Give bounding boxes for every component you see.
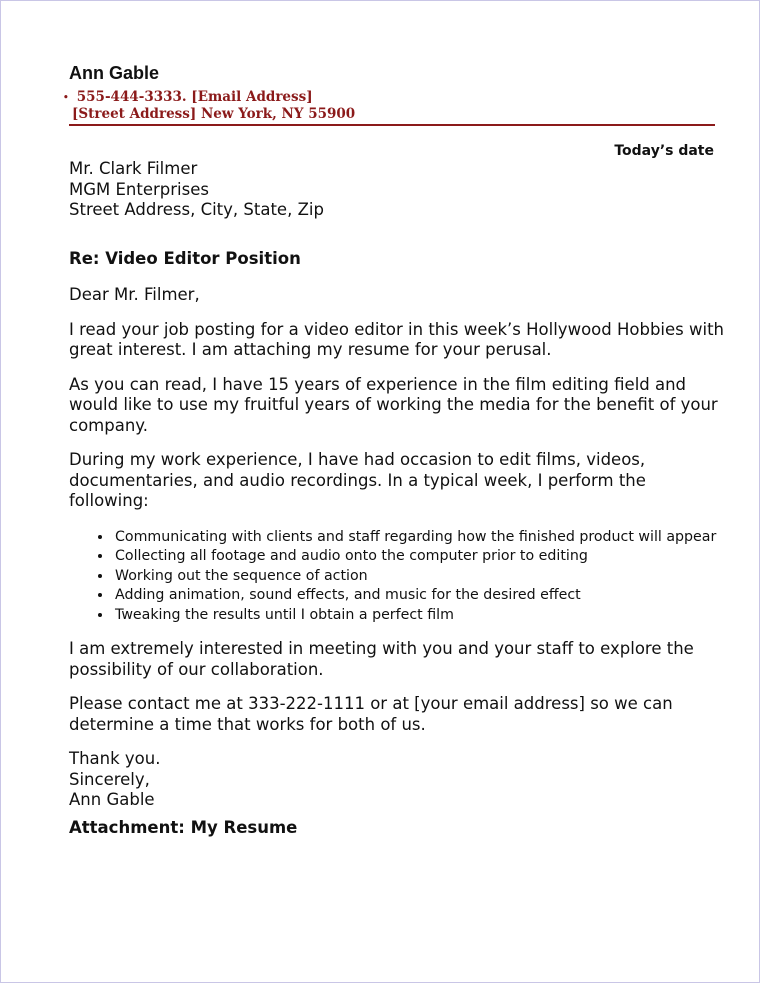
letter-date: Today’s date	[614, 143, 714, 159]
sender-street-address: [Street Address] New York, NY 55900	[72, 106, 356, 122]
list-item: • Working out the sequence of action	[113, 567, 729, 587]
salutation: Dear Mr. Filmer,	[69, 285, 200, 304]
body-paragraph: I am extremely interested in meeting with you and your staff to explore the possibility of our collaboration.	[69, 639, 694, 679]
body-paragraph: During my work experience, I have had occasion to edit films, videos, documentaries, and audio recordings. In a typical week, I perform the following:	[69, 450, 646, 510]
recipient-name: Mr. Clark Filmer	[69, 159, 198, 178]
subject-line: Re: Video Editor Position	[69, 248, 301, 268]
sender-name: Ann Gable	[69, 63, 160, 83]
body-paragraph: As you can read, I have 15 years of experience in the film editing field and would like to use my fruitful years of working the media for the benefit of your company.	[69, 374, 718, 435]
duties-list	[69, 528, 729, 626]
body-paragraph: I read your job posting for a video editor in this week’s Hollywood Hobbies with great interest. I am attaching my resume for your perusal.	[69, 319, 725, 359]
signoff-name: Ann Gable	[69, 790, 155, 809]
recipient-address: Street Address, City, State, Zip	[69, 200, 324, 219]
signoff-sincerely: Sincerely,	[69, 769, 150, 789]
list-item: • Tweaking the results until I obtain a perfect film	[113, 606, 729, 626]
list-item: • Collecting all footage and audio onto the computer prior to editing	[113, 547, 729, 567]
bullet-icon: •	[63, 92, 69, 103]
signoff-block	[69, 749, 729, 811]
body-paragraph: Please contact me at 333-222-1111 or at [your email address] so we can determine a time that works for both of us.	[69, 694, 673, 734]
attachment-line: Attachment: My Resume	[69, 817, 298, 837]
header-divider	[69, 124, 715, 126]
list-item: • Communicating with clients and staff regarding how the finished product will appear	[113, 528, 729, 548]
recipient-company: MGM Enterprises	[69, 179, 209, 199]
letter-body	[69, 159, 729, 838]
sender-phone-email: 555-444-3333. [Email Address]	[76, 89, 313, 105]
list-item: • Adding animation, sound effects, and music for the desired effect	[113, 586, 729, 606]
sender-contact-line	[63, 89, 313, 105]
recipient-block	[69, 159, 729, 221]
signoff-thanks: Thank you.	[69, 749, 161, 768]
